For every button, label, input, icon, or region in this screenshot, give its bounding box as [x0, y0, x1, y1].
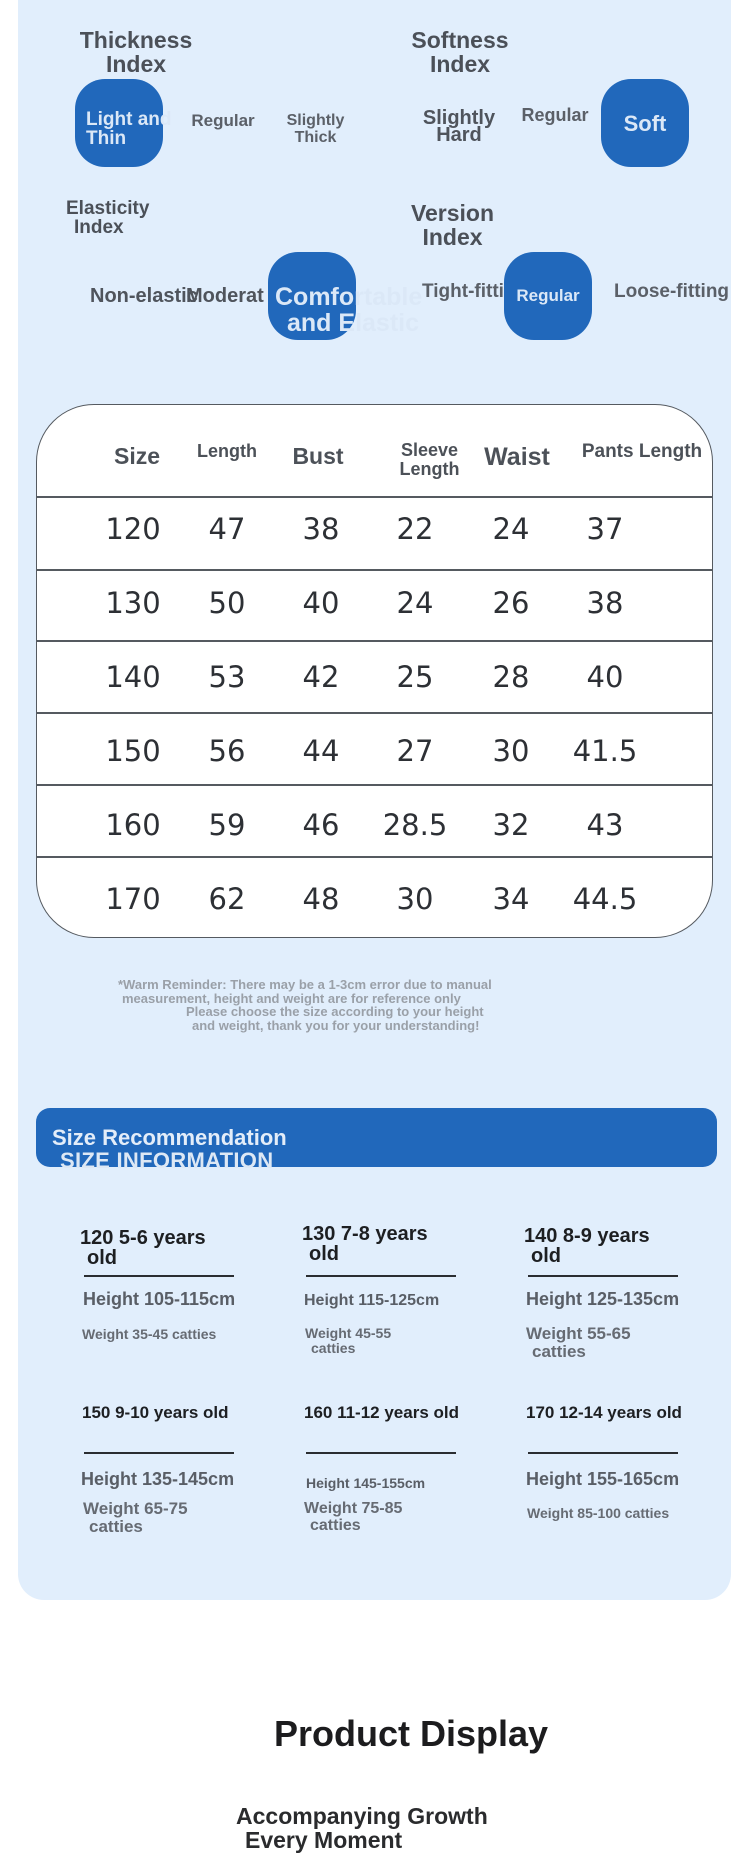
table-divider: [37, 712, 712, 714]
elasticity-title-line: Elasticity: [66, 198, 150, 219]
header-size: Size: [113, 443, 161, 469]
header-waist: Waist: [484, 443, 550, 471]
card-weight-line: catties: [89, 1517, 143, 1536]
cell-sleeve: 30: [396, 882, 434, 916]
cell-waist: 26: [492, 586, 530, 620]
cell-waist: 32: [492, 808, 530, 842]
cell-sleeve: 24: [396, 586, 434, 620]
softness-title-line: Index: [429, 51, 491, 77]
card-size-line: old: [87, 1247, 117, 1269]
card-divider: [528, 1452, 678, 1454]
card-size-title: 150 9-10 years old: [82, 1403, 229, 1422]
cell-length: 62: [208, 882, 246, 916]
cell-size: 140: [105, 660, 161, 694]
version-title-line: Index: [422, 224, 483, 250]
product-display-title: Product Display: [273, 1713, 549, 1754]
card-weight-line: Weight 65-75: [83, 1499, 188, 1518]
cell-sleeve: 28.5: [382, 808, 448, 842]
cell-pants: 37: [586, 512, 624, 546]
version-index-title: [395, 201, 510, 249]
cell-sleeve: 25: [396, 660, 434, 694]
cell-waist: 34: [492, 882, 530, 916]
reminder-line: Please choose the size according to your height: [186, 1004, 484, 1019]
card-size-title: [524, 1226, 694, 1266]
header-length: Length: [197, 441, 257, 461]
warm-reminder: [100, 978, 600, 1032]
softness-selected-label: Soft: [623, 111, 667, 136]
version-selected-label: Regular: [516, 286, 580, 305]
cell-sleeve: 22: [396, 512, 434, 546]
product-display-subtitle: [236, 1804, 488, 1852]
table-row: [37, 808, 712, 848]
cell-waist: 24: [492, 512, 530, 546]
table-divider: [37, 856, 712, 858]
size-table: [36, 404, 713, 938]
cell-pants: 40: [586, 660, 624, 694]
cell-size: 170: [105, 882, 161, 916]
header-pants-length: Pants Length: [581, 441, 703, 462]
version-title-line: Version: [410, 200, 495, 226]
thickness-index-title: [66, 28, 206, 76]
card-weight: [304, 1500, 402, 1534]
cell-size: 130: [105, 586, 161, 620]
subtitle-line: Accompanying Growth: [236, 1803, 488, 1829]
cell-size: 120: [105, 512, 161, 546]
card-weight: Weight 85-100 catties: [527, 1505, 670, 1521]
card-height: Height 125-135cm: [526, 1289, 680, 1309]
subtitle-line: Every Moment: [245, 1827, 403, 1853]
card-height: Height 135-145cm: [81, 1469, 235, 1489]
cell-length: 56: [208, 734, 246, 768]
card-weight-line: catties: [532, 1342, 586, 1361]
card-height: Height 105-115cm: [83, 1289, 236, 1309]
cell-length: 59: [208, 808, 246, 842]
cell-size: 150: [105, 734, 161, 768]
elasticity-index-title: [66, 199, 196, 237]
card-divider: [306, 1275, 456, 1277]
card-height: Height 145-155cm: [306, 1475, 426, 1491]
softness-option-slightly-hard: Slightly Hard: [422, 107, 496, 146]
card-weight: [83, 1500, 188, 1536]
cell-bust: 44: [302, 734, 340, 768]
cell-bust: 42: [302, 660, 340, 694]
card-weight: [526, 1325, 631, 1361]
cell-bust: 40: [302, 586, 340, 620]
table-row: [37, 882, 712, 922]
card-size-title: [80, 1228, 250, 1268]
card-size-line: 120 5-6 years: [80, 1227, 206, 1249]
thickness-selected-label: [86, 110, 186, 148]
card-size-line: old: [531, 1245, 561, 1267]
reminder-line: measurement, height and weight are for reference only: [122, 990, 461, 1006]
cell-waist: 30: [492, 734, 530, 768]
card-size-line: old: [309, 1243, 339, 1265]
table-divider: [37, 640, 712, 642]
card-size-title: 160 11-12 years old: [304, 1403, 460, 1422]
card-height: Height 115-125cm: [304, 1292, 440, 1309]
cell-pants: 41.5: [572, 734, 638, 768]
card-divider: [528, 1275, 678, 1277]
thickness-title-line: Index: [105, 51, 167, 77]
version-option-loose-fitting: Loose-fitting: [614, 281, 730, 302]
cell-bust: 46: [302, 808, 340, 842]
table-row: [37, 512, 712, 552]
card-weight: [305, 1326, 391, 1356]
table-row: [37, 586, 712, 626]
cell-pants: 44.5: [572, 882, 638, 916]
softness-index-title: [400, 28, 520, 76]
card-size-title: [302, 1224, 472, 1264]
table-row: [37, 660, 712, 700]
version-option-tight-fitting: Tight-fitti: [422, 281, 504, 302]
softness-title-line: Softness: [411, 27, 509, 53]
card-size-line: 130 7-8 years: [302, 1223, 428, 1245]
elasticity-selected-line: and Elastic: [287, 309, 419, 337]
softness-option-regular: Regular: [521, 105, 589, 125]
table-divider: [37, 496, 712, 498]
card-divider: [84, 1275, 234, 1277]
cell-pants: 38: [586, 586, 624, 620]
card-weight: Weight 35-45 catties: [82, 1326, 217, 1342]
cell-pants: 43: [586, 808, 624, 842]
cell-waist: 28: [492, 660, 530, 694]
elasticity-option-non-elastic: Non-elastic: [90, 285, 198, 307]
elasticity-title-line: Index: [74, 217, 124, 238]
reminder-line: and weight, thank you for your understanding!: [192, 1017, 480, 1033]
elasticity-option-moderate: Moderat: [186, 285, 264, 307]
size-information-subtitle: SIZE INFORMATION: [60, 1148, 274, 1173]
cell-length: 53: [208, 660, 246, 694]
card-size-title: 170 12-14 years old: [526, 1403, 682, 1422]
elasticity-selected-line: Comfortable: [275, 283, 423, 311]
card-weight-line: Weight 55-65: [526, 1324, 631, 1343]
table-divider: [37, 784, 712, 786]
card-size-line: 140 8-9 years: [524, 1225, 650, 1247]
table-row: [37, 734, 712, 774]
header-bust: Bust: [292, 443, 344, 469]
cell-size: 160: [105, 808, 161, 842]
card-divider: [84, 1452, 234, 1454]
card-weight-line: Weight 75-85: [304, 1500, 403, 1517]
card-weight-line: catties: [311, 1340, 356, 1356]
thickness-selected-text: Light and Thin: [86, 109, 172, 149]
table-divider: [37, 569, 712, 571]
size-recommendation-title: Size Recommendation: [52, 1125, 287, 1150]
header-sleeve-length: Sleeve Length: [399, 440, 460, 479]
cell-length: 47: [208, 512, 246, 546]
cell-bust: 38: [302, 512, 340, 546]
reminder-line: *Warm Reminder: There may be a 1-3cm error due to manual: [118, 977, 492, 992]
card-divider: [306, 1452, 456, 1454]
thickness-option-slightly-thick: Slightly Thick: [286, 112, 345, 146]
card-height: Height 155-165cm: [526, 1469, 680, 1489]
card-weight-line: Weight 45-55: [305, 1325, 392, 1341]
thickness-title-line: Thickness: [79, 27, 193, 53]
cell-bust: 48: [302, 882, 340, 916]
cell-sleeve: 27: [396, 734, 434, 768]
cell-length: 50: [208, 586, 246, 620]
thickness-option-regular: Regular: [191, 111, 255, 130]
card-weight-line: catties: [310, 1517, 361, 1534]
